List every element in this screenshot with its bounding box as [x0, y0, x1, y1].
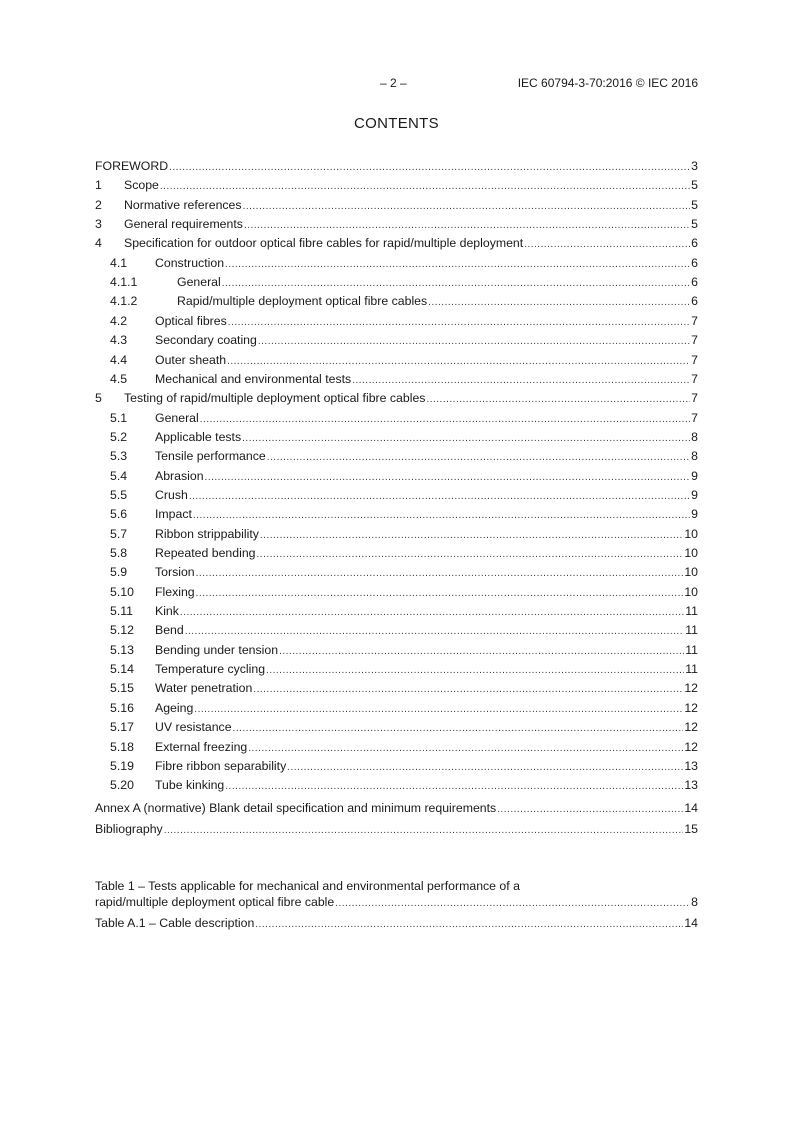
toc-entry-title: Secondary coating — [155, 333, 257, 347]
toc-entry-page: 12 — [684, 701, 698, 715]
table-list-caption-line: Table 1 – Tests applicable for mechanical and environmental performance of a — [95, 879, 520, 893]
table-list-title: rapid/multiple deployment optical fibre cable — [95, 895, 335, 909]
dot-leader — [196, 566, 684, 582]
dot-leader — [228, 315, 690, 331]
table-list-page: 8 — [691, 895, 698, 909]
dot-leader — [189, 489, 690, 505]
dot-leader — [169, 160, 690, 176]
toc-entry-title: Normative references — [124, 198, 242, 212]
toc-entry-number: 4.4 — [110, 353, 128, 367]
toc-entry[interactable] — [95, 429, 698, 445]
toc-entry-page: 11 — [685, 604, 698, 618]
toc-entry-number: 4.1.2 — [110, 294, 138, 308]
toc-entry-page: 10 — [684, 585, 698, 599]
toc-entry-number: 5.8 — [110, 546, 128, 560]
toc-entry[interactable] — [95, 390, 698, 406]
dot-leader — [352, 373, 690, 389]
dot-leader — [180, 605, 684, 621]
table-list-entry[interactable] — [95, 915, 698, 931]
toc-entry-page: 7 — [691, 372, 698, 386]
toc-entry[interactable] — [95, 661, 698, 677]
dot-leader — [196, 586, 684, 602]
dot-leader — [164, 823, 684, 839]
toc-entry-number: 5.12 — [110, 623, 134, 637]
toc-entry-title: Impact — [155, 507, 192, 521]
toc-entry-title: Tube kinking — [155, 778, 225, 792]
toc-entry-title: External freezing — [155, 740, 248, 754]
dot-leader — [242, 431, 690, 447]
toc-entry-title: Temperature cycling — [155, 662, 266, 676]
toc-entry-number: 5.3 — [110, 449, 128, 463]
toc-entry-page: 12 — [684, 720, 698, 734]
toc-entry-number: 5.13 — [110, 643, 134, 657]
toc-entry[interactable] — [95, 821, 698, 837]
toc-entry-title: Bibliography — [95, 822, 163, 836]
toc-entry-title: Kink — [155, 604, 179, 618]
toc-entry-title: Water penetration — [155, 681, 253, 695]
toc-entry-title: Bend — [155, 623, 184, 637]
toc-entry-page: 15 — [684, 822, 698, 836]
dot-leader — [248, 741, 683, 757]
toc-entry[interactable] — [95, 371, 698, 387]
toc-entry[interactable] — [95, 526, 698, 542]
toc-entry-number: 5.6 — [110, 507, 128, 521]
dot-leader — [205, 470, 691, 486]
toc-entry-number: 4.1 — [110, 256, 128, 270]
toc-entry[interactable] — [95, 410, 698, 426]
toc-entry-number: 2 — [95, 198, 102, 212]
dot-leader — [524, 237, 690, 253]
toc-entry-number: 5.14 — [110, 662, 134, 676]
dot-leader — [194, 702, 683, 718]
dot-leader — [287, 760, 683, 776]
toc-entry[interactable] — [95, 352, 698, 368]
toc-entry-page: 11 — [685, 662, 698, 676]
toc-entry-title: Specification for outdoor optical fibre cables for rapid/multiple deployment — [124, 236, 524, 250]
toc-entry-number: 4.5 — [110, 372, 128, 386]
toc-entry-title: Optical fibres — [155, 314, 227, 328]
toc-entry[interactable] — [95, 758, 698, 774]
toc-entry-title: Torsion — [155, 565, 195, 579]
dot-leader — [257, 547, 684, 563]
toc-entry-page: 11 — [685, 623, 698, 637]
toc-entry-number: 5.15 — [110, 681, 134, 695]
dot-leader — [244, 218, 690, 234]
toc-entry-title: Abrasion — [155, 469, 204, 483]
dot-leader — [243, 199, 691, 215]
toc-entry-number: 1 — [95, 178, 102, 192]
toc-entry[interactable] — [95, 313, 698, 329]
toc-entry-number: 5.4 — [110, 469, 128, 483]
toc-entry-page: 13 — [684, 778, 698, 792]
toc-entry-page: 5 — [691, 198, 698, 212]
toc-entry-title: UV resistance — [155, 720, 232, 734]
toc-entry[interactable] — [95, 274, 698, 290]
toc-entry-page: 8 — [691, 430, 698, 444]
page-header — [380, 76, 698, 92]
toc-entry[interactable] — [95, 584, 698, 600]
toc-entry-number: 5.19 — [110, 759, 134, 773]
toc-entry[interactable] — [95, 719, 698, 735]
toc-entry-title: General — [177, 275, 221, 289]
toc-entry-page: 3 — [691, 159, 698, 173]
toc-entry-title: Rapid/multiple deployment optical fibre cables — [177, 294, 428, 308]
dot-leader — [225, 779, 683, 795]
table-list-page: 14 — [684, 916, 698, 930]
toc-entry[interactable] — [95, 622, 698, 638]
toc-entry[interactable] — [95, 293, 698, 309]
toc-entry-title: Applicable tests — [155, 430, 242, 444]
toc-entry-page: 10 — [684, 546, 698, 560]
toc-entry[interactable] — [95, 800, 698, 816]
toc-entry-number: 4.3 — [110, 333, 128, 347]
toc-entry-title: Annex A (normative) Blank detail specification and minimum requirements — [95, 801, 497, 815]
toc-entry-number: 5.17 — [110, 720, 134, 734]
toc-entry[interactable] — [95, 197, 698, 213]
toc-entry[interactable] — [95, 506, 698, 522]
toc-entry-title: FOREWORD — [95, 159, 169, 173]
dot-leader — [185, 624, 685, 640]
toc-entry-page: 6 — [691, 275, 698, 289]
toc-entry-title: General — [155, 411, 199, 425]
dot-leader — [335, 896, 690, 912]
toc-entry[interactable] — [95, 564, 698, 580]
toc-entry[interactable] — [95, 642, 698, 658]
toc-entry[interactable] — [95, 235, 698, 251]
toc-entry-page: 7 — [691, 391, 698, 405]
dot-leader — [258, 334, 690, 350]
toc-entry[interactable] — [95, 158, 698, 174]
toc-entry[interactable] — [95, 777, 698, 793]
toc-entry-number: 5.1 — [110, 411, 128, 425]
toc-entry-title: Repeated bending — [155, 546, 256, 560]
toc-entry-title: Bending under tension — [155, 643, 279, 657]
toc-entry-number: 5.7 — [110, 527, 128, 541]
dot-leader — [267, 450, 690, 466]
toc-entry-title: Tensile performance — [155, 449, 266, 463]
dot-leader — [225, 257, 690, 273]
toc-entry-page: 7 — [691, 411, 698, 425]
toc-entry[interactable] — [95, 545, 698, 561]
page-title: CONTENTS — [354, 115, 439, 132]
toc-entry-page: 9 — [691, 488, 698, 502]
toc-entry-title: Ageing — [155, 701, 194, 715]
dot-leader — [266, 663, 684, 679]
toc-entry-title: Ribbon strippability — [155, 527, 259, 541]
toc-entry[interactable] — [95, 700, 698, 716]
toc-entry-page: 12 — [684, 740, 698, 754]
toc-entry-page: 12 — [684, 681, 698, 695]
toc-entry-title: Outer sheath — [155, 353, 227, 367]
dot-leader — [279, 644, 684, 660]
toc-entry-number: 5 — [95, 391, 102, 405]
dot-leader — [497, 802, 683, 818]
toc-entry-page: 10 — [684, 565, 698, 579]
toc-entry-page: 5 — [691, 217, 698, 231]
dot-leader — [428, 295, 690, 311]
toc-entry[interactable] — [95, 487, 698, 503]
toc-entry-title: Fibre ribbon separability — [155, 759, 287, 773]
dot-leader — [160, 179, 690, 195]
toc-entry-number: 5.10 — [110, 585, 134, 599]
toc-entry-number: 5.16 — [110, 701, 134, 715]
toc-entry-number: 5.20 — [110, 778, 134, 792]
dot-leader — [253, 682, 683, 698]
dot-leader — [260, 528, 683, 544]
toc-entry-page: 9 — [691, 507, 698, 521]
dot-leader — [193, 508, 690, 524]
toc-entry-page: 13 — [684, 759, 698, 773]
dot-leader — [233, 721, 684, 737]
toc-entry-page: 7 — [691, 353, 698, 367]
toc-entry-page: 11 — [685, 643, 698, 657]
dot-leader — [227, 354, 690, 370]
toc-entry-number: 5.18 — [110, 740, 134, 754]
dot-leader — [255, 917, 683, 933]
toc-entry-number: 5.5 — [110, 488, 128, 502]
page-number: – 2 – — [380, 76, 407, 90]
toc-entry-title: Mechanical and environmental tests — [155, 372, 352, 386]
toc-entry-number: 5.2 — [110, 430, 128, 444]
table-list-entry[interactable] — [95, 894, 698, 910]
toc-entry[interactable] — [95, 255, 698, 271]
document-id: IEC 60794-3-70:2016 © IEC 2016 — [517, 76, 698, 90]
toc-entry-number: 4.2 — [110, 314, 128, 328]
toc-entry[interactable] — [95, 739, 698, 755]
toc-entry-page: 7 — [691, 333, 698, 347]
toc-entry-page: 10 — [684, 527, 698, 541]
toc-entry-number: 5.11 — [110, 604, 134, 618]
toc-entry[interactable] — [95, 332, 698, 348]
toc-entry[interactable] — [95, 680, 698, 696]
toc-entry-page: 9 — [691, 469, 698, 483]
toc-entry-page: 7 — [691, 314, 698, 328]
toc-entry-title: Testing of rapid/multiple deployment optical fibre cables — [124, 391, 426, 405]
dot-leader — [200, 412, 690, 428]
toc-entry-page: 8 — [691, 449, 698, 463]
toc-entry-title: Construction — [155, 256, 225, 270]
toc-entry[interactable] — [95, 177, 698, 193]
toc-entry-number: 5.9 — [110, 565, 128, 579]
dot-leader — [222, 276, 690, 292]
toc-entry-page: 6 — [691, 256, 698, 270]
dot-leader — [426, 392, 690, 408]
toc-entry-page: 5 — [691, 178, 698, 192]
toc-entry[interactable] — [95, 448, 698, 464]
table-list-title: Table A.1 – Cable description — [95, 916, 255, 930]
toc-entry-number: 3 — [95, 217, 102, 231]
toc-entry-title: General requirements — [124, 217, 243, 231]
toc-entry-title: Flexing — [155, 585, 195, 599]
toc-entry-page: 14 — [684, 801, 698, 815]
toc-entry-number: 4.1.1 — [110, 275, 138, 289]
toc-entry-page: 6 — [691, 236, 698, 250]
toc-entry[interactable] — [95, 216, 698, 232]
toc-entry-number: 4 — [95, 236, 102, 250]
toc-entry-title: Crush — [155, 488, 188, 502]
toc-entry-page: 6 — [691, 294, 698, 308]
toc-entry-title: Scope — [124, 178, 159, 192]
toc-entry[interactable] — [95, 603, 698, 619]
toc-entry[interactable] — [95, 468, 698, 484]
